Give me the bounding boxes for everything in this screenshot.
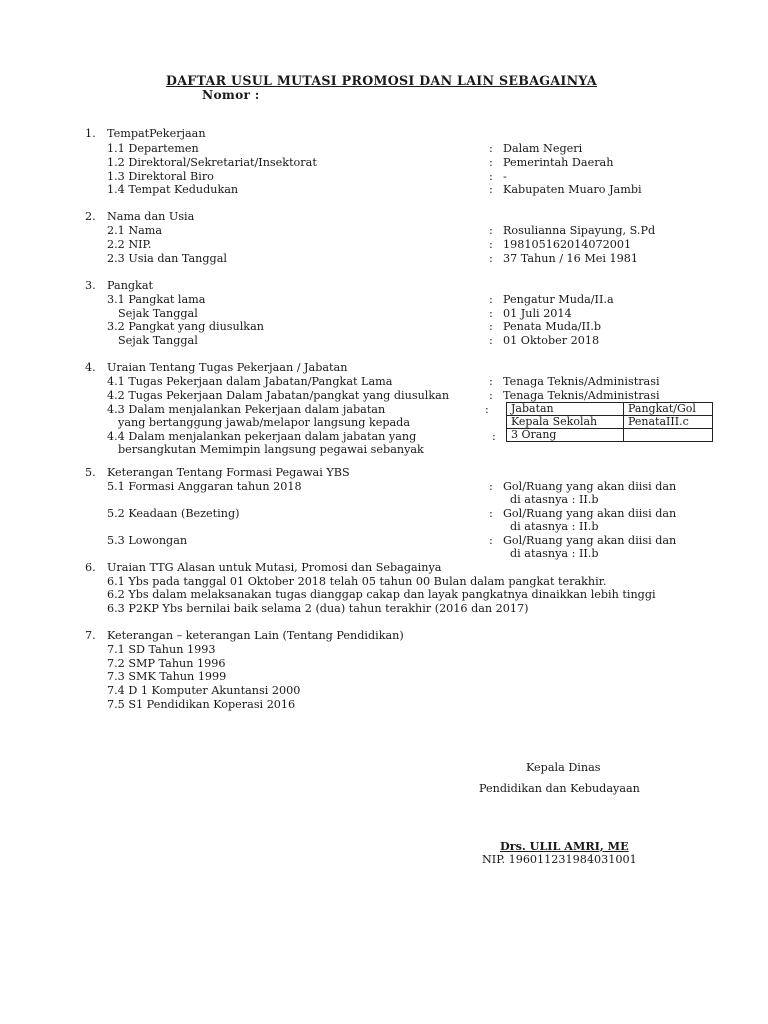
field-value: di atasnya : II.b — [510, 547, 599, 560]
document-number: Nomor : — [202, 88, 260, 102]
section-heading: Nama dan Usia — [107, 210, 195, 223]
field-label: 1.4 Tempat Kedudukan — [107, 183, 239, 196]
field-colon: : — [489, 480, 493, 493]
section-number: 2. — [85, 210, 96, 223]
field-value: 37 Tahun / 16 Mei 1981 — [503, 252, 639, 265]
table-header-cell: Jabatan — [507, 403, 624, 416]
field-colon: : — [489, 507, 493, 520]
field-colon: : — [489, 224, 493, 237]
field-colon: : — [489, 156, 493, 169]
table-row — [507, 403, 713, 416]
section-number: 7. — [85, 629, 96, 642]
field-value: Kabupaten Muaro Jambi — [503, 183, 642, 196]
table-row — [507, 429, 713, 442]
field-label: 4.1 Tugas Pekerjaan dalam Jabatan/Pangkat Lama — [107, 375, 393, 388]
field-label: 2.3 Usia dan Tanggal — [107, 252, 227, 265]
field-value: di atasnya : II.b — [510, 520, 599, 533]
field-colon: : — [492, 430, 496, 443]
position-table — [506, 402, 713, 442]
field-label: 3.1 Pangkat lama — [107, 293, 206, 306]
education-item: 7.5 S1 Pendidikan Koperasi 2016 — [107, 698, 296, 711]
document-title: DAFTAR USUL MUTASI PROMOSI DAN LAIN SEBAGAINYA — [166, 73, 597, 88]
field-label: bersangkutan Memimpin langsung pegawai sebanyak — [118, 443, 424, 456]
field-value: Gol/Ruang yang akan diisi dan — [503, 534, 677, 547]
field-colon: : — [489, 170, 493, 183]
field-value: di atasnya : II.b — [510, 493, 599, 506]
field-label: 1.2 Direktoral/Sekretariat/Insektorat — [107, 156, 317, 169]
field-value: 198105162014072001 — [503, 238, 632, 251]
field-value: Tenaga Teknis/Administrasi — [503, 375, 660, 388]
table-row — [507, 416, 713, 429]
table-cell: 3 Orang — [507, 429, 624, 442]
field-label: 1.3 Direktoral Biro — [107, 170, 214, 183]
field-value: 01 Oktober 2018 — [503, 334, 600, 347]
field-colon: : — [489, 389, 493, 402]
field-value: Dalam Negeri — [503, 142, 583, 155]
field-value: Pengatur Muda/II.a — [503, 293, 614, 306]
reason-item: 6.1 Ybs pada tanggal 01 Oktober 2018 telah 05 tahun 00 Bulan dalam pangkat terakhir. — [107, 575, 607, 588]
table-cell: PenataIII.c — [624, 416, 713, 429]
field-label: 2.2 NIP. — [107, 238, 152, 251]
education-item: 7.3 SMK Tahun 1999 — [107, 670, 227, 683]
field-value: Tenaga Teknis/Administrasi — [503, 389, 660, 402]
section-heading: Keterangan – keterangan Lain (Tentang Pendidikan) — [107, 629, 404, 642]
signatory-nip: NIP. 196011231984031001 — [482, 853, 637, 866]
field-label: 5.3 Lowongan — [107, 534, 188, 547]
field-label: 1.1 Departemen — [107, 142, 199, 155]
field-label: 2.1 Nama — [107, 224, 163, 237]
section-heading: Keterangan Tentang Formasi Pegawai YBS — [107, 466, 350, 479]
field-label: 5.1 Formasi Anggaran tahun 2018 — [107, 480, 302, 493]
field-label: 4.2 Tugas Pekerjaan Dalam Jabatan/pangkat yang diusulkan — [107, 389, 450, 402]
field-value: Gol/Ruang yang akan diisi dan — [503, 507, 677, 520]
field-colon: : — [489, 183, 493, 196]
section-number: 1. — [85, 127, 96, 140]
section-number: 3. — [85, 279, 96, 292]
table-header-cell: Pangkat/Gol — [624, 403, 713, 416]
section-heading: Pangkat — [107, 279, 154, 292]
field-colon: : — [489, 334, 493, 347]
signatory-title: Kepala Dinas — [526, 761, 601, 774]
field-colon: : — [489, 142, 493, 155]
field-colon: : — [489, 238, 493, 251]
field-value: Pemerintah Daerah — [503, 156, 614, 169]
field-colon: : — [489, 252, 493, 265]
section-heading: TempatPekerjaan — [107, 127, 206, 140]
field-colon: : — [489, 320, 493, 333]
field-colon: : — [489, 375, 493, 388]
table-cell — [624, 429, 713, 442]
education-item: 7.2 SMP Tahun 1996 — [107, 657, 226, 670]
signatory-office: Pendidikan dan Kebudayaan — [479, 782, 640, 795]
reason-item: 6.3 P2KP Ybs bernilai baik selama 2 (dua) tahun terakhir (2016 dan 2017) — [107, 602, 529, 615]
field-value: Gol/Ruang yang akan diisi dan — [503, 480, 677, 493]
field-label: 4.3 Dalam menjalankan Pekerjaan dalam jabatan — [107, 403, 386, 416]
field-label: 4.4 Dalam menjalankan pekerjaan dalam jabatan yang — [107, 430, 417, 443]
field-colon: : — [485, 403, 489, 416]
field-value: Rosulianna Sipayung, S.Pd — [503, 224, 656, 237]
field-label: 3.2 Pangkat yang diusulkan — [107, 320, 264, 333]
section-number: 4. — [85, 361, 96, 374]
education-item: 7.1 SD Tahun 1993 — [107, 643, 216, 656]
section-heading: Uraian Tentang Tugas Pekerjaan / Jabatan — [107, 361, 348, 374]
field-value: - — [503, 170, 507, 183]
field-label: Sejak Tanggal — [118, 334, 198, 347]
field-value: Penata Muda/II.b — [503, 320, 602, 333]
field-label: 5.2 Keadaan (Bezeting) — [107, 507, 240, 520]
education-item: 7.4 D 1 Komputer Akuntansi 2000 — [107, 684, 301, 697]
reason-item: 6.2 Ybs dalam melaksanakan tugas dianggap cakap dan layak pangkatnya dinaikkan lebih tinggi — [107, 588, 656, 601]
field-colon: : — [489, 534, 493, 547]
section-number: 6. — [85, 561, 96, 574]
field-colon: : — [489, 307, 493, 320]
field-colon: : — [489, 293, 493, 306]
field-label: yang bertanggung jawab/melapor langsung kepada — [118, 416, 411, 429]
field-label: Sejak Tanggal — [118, 307, 198, 320]
section-number: 5. — [85, 466, 96, 479]
section-heading: Uraian TTG Alasan untuk Mutasi, Promosi dan Sebagainya — [107, 561, 442, 574]
field-value: 01 Juli 2014 — [503, 307, 572, 320]
table-cell: Kepala Sekolah — [507, 416, 624, 429]
signatory-name: Drs. ULIL AMRI, ME — [500, 839, 629, 853]
